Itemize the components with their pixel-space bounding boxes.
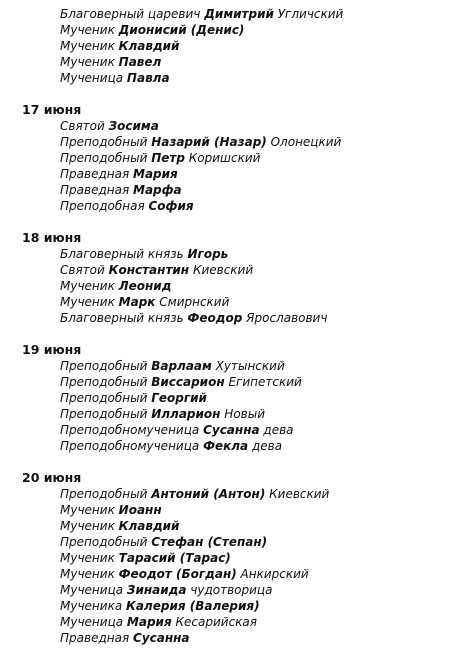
saint-title: Преподобный bbox=[60, 487, 148, 501]
saint-title: Мученик bbox=[60, 295, 115, 309]
saint-name: Виссарион bbox=[151, 375, 225, 389]
saint-entry bbox=[60, 54, 161, 70]
saint-title: Святой bbox=[60, 119, 105, 133]
saint-title: Преподобномученица bbox=[60, 439, 200, 453]
saint-title: Мученик bbox=[60, 503, 115, 517]
saint-title: Мученик bbox=[60, 551, 115, 565]
saint-title: Мученик bbox=[60, 23, 115, 37]
saint-name: Дионисий (Денис) bbox=[118, 23, 245, 37]
saint-name: Илларион bbox=[151, 407, 221, 421]
saint-suffix: Египетский bbox=[228, 375, 302, 389]
saint-entry bbox=[60, 70, 170, 86]
saint-suffix: Анкирский bbox=[240, 567, 309, 581]
saint-title: Праведная bbox=[60, 631, 130, 645]
saint-suffix: Смирнский bbox=[159, 295, 230, 309]
saint-name: Георгий bbox=[151, 391, 207, 405]
saint-title: Преподобный bbox=[60, 407, 148, 421]
saint-entry bbox=[60, 566, 309, 582]
saint-entry bbox=[60, 246, 228, 262]
saint-title: Благоверный князь bbox=[60, 247, 184, 261]
saint-name: Фекла bbox=[203, 439, 249, 453]
saint-name: Сусанна bbox=[133, 631, 190, 645]
saint-name: София bbox=[148, 199, 194, 213]
saint-name: Марк bbox=[118, 295, 156, 309]
saint-entry bbox=[60, 310, 327, 326]
saint-entry bbox=[60, 582, 272, 598]
saint-name: Димитрий bbox=[204, 7, 274, 21]
saint-entry bbox=[60, 38, 179, 54]
saint-entry bbox=[60, 150, 260, 166]
saint-name: Стефан (Степан) bbox=[151, 535, 268, 549]
date-heading: 20 июня bbox=[22, 470, 82, 485]
saint-title: Мученик bbox=[60, 279, 115, 293]
saint-entry bbox=[60, 22, 244, 38]
saint-entry bbox=[60, 630, 190, 646]
saint-entry bbox=[60, 518, 179, 534]
saint-entry bbox=[60, 534, 267, 550]
saint-entry bbox=[60, 390, 207, 406]
saint-entry bbox=[60, 6, 343, 22]
saint-title: Мученик bbox=[60, 519, 115, 533]
saint-name: Марфа bbox=[133, 183, 182, 197]
saint-name: Павла bbox=[126, 71, 170, 85]
date-heading: 17 июня bbox=[22, 102, 82, 117]
saint-suffix: Хутынский bbox=[215, 359, 285, 373]
saint-name: Константин bbox=[108, 263, 190, 277]
saint-title: Мученица bbox=[60, 71, 124, 85]
saint-name: Антоний (Антон) bbox=[151, 487, 266, 501]
saint-name: Феодот (Богдан) bbox=[118, 567, 237, 581]
saint-title: Мученик bbox=[60, 567, 115, 581]
saint-name: Павел bbox=[118, 55, 162, 69]
saint-title: Мученик bbox=[60, 55, 115, 69]
saint-title: Праведная bbox=[60, 167, 130, 181]
saint-name: Мария bbox=[126, 615, 172, 629]
saint-name: Калерия (Валерия) bbox=[126, 599, 260, 613]
date-heading: 19 июня bbox=[22, 342, 82, 357]
saint-title: Благоверный царевич bbox=[60, 7, 201, 21]
saint-entry bbox=[60, 118, 159, 134]
saint-title: Преподобный bbox=[60, 375, 148, 389]
date-heading: 18 июня bbox=[22, 230, 82, 245]
saint-entry bbox=[60, 406, 265, 422]
saint-name: Иоанн bbox=[118, 503, 162, 517]
saint-suffix: чудотворица bbox=[190, 583, 273, 597]
saint-name: Петр bbox=[151, 151, 185, 165]
saint-title: Святой bbox=[60, 263, 105, 277]
saint-suffix: Олонецкий bbox=[270, 135, 342, 149]
saint-entry bbox=[60, 422, 294, 438]
saint-title: Мученица bbox=[60, 615, 124, 629]
saint-name: Игорь bbox=[187, 247, 229, 261]
saint-entry bbox=[60, 166, 178, 182]
saint-name: Феодор bbox=[187, 311, 243, 325]
saint-entry bbox=[60, 614, 257, 630]
saint-entry bbox=[60, 134, 341, 150]
saint-entry bbox=[60, 262, 253, 278]
saint-title: Преподобный bbox=[60, 535, 148, 549]
saint-name: Тарасий (Тарас) bbox=[118, 551, 231, 565]
saint-entry bbox=[60, 278, 171, 294]
saint-entry bbox=[60, 182, 182, 198]
saint-suffix: Угличский bbox=[277, 7, 344, 21]
saint-suffix: дева bbox=[263, 423, 294, 437]
saint-title: Преподобный bbox=[60, 151, 148, 165]
saint-title: Преподобномученица bbox=[60, 423, 200, 437]
saint-name: Варлаам bbox=[151, 359, 212, 373]
saint-title: Мученик bbox=[60, 39, 115, 53]
saint-suffix: Киевский bbox=[269, 487, 330, 501]
saint-entry bbox=[60, 198, 194, 214]
saint-entry bbox=[60, 502, 162, 518]
saint-name: Сусанна bbox=[203, 423, 260, 437]
saint-entry bbox=[60, 438, 282, 454]
saint-name: Назарий (Назар) bbox=[151, 135, 267, 149]
saint-name: Мария bbox=[133, 167, 178, 181]
saint-title: Преподобная bbox=[60, 199, 145, 213]
saint-title: Праведная bbox=[60, 183, 130, 197]
saint-entry bbox=[60, 550, 231, 566]
saint-title: Преподобный bbox=[60, 359, 148, 373]
saint-suffix: Ярославович bbox=[246, 311, 328, 325]
saint-suffix: Кесарийская bbox=[175, 615, 257, 629]
saint-entry bbox=[60, 486, 329, 502]
saint-suffix: Киевский bbox=[192, 263, 254, 277]
saint-title: Мученика bbox=[60, 599, 123, 613]
saint-name: Зосима bbox=[108, 119, 159, 133]
saint-title: Мученица bbox=[60, 583, 124, 597]
saint-name: Клавдий bbox=[118, 39, 180, 53]
saint-entry bbox=[60, 598, 260, 614]
saint-entry bbox=[60, 294, 229, 310]
saint-title: Благоверный князь bbox=[60, 311, 184, 325]
saint-name: Леонид bbox=[118, 279, 172, 293]
saint-entry bbox=[60, 358, 285, 374]
saint-name: Зинаида bbox=[126, 583, 187, 597]
saint-suffix: Новый bbox=[224, 407, 266, 421]
saint-title: Преподобный bbox=[60, 391, 148, 405]
saint-suffix: Коришский bbox=[188, 151, 261, 165]
saint-entry bbox=[60, 374, 302, 390]
saint-name: Клавдий bbox=[118, 519, 180, 533]
saint-title: Преподобный bbox=[60, 135, 148, 149]
saint-suffix: дева bbox=[251, 439, 283, 453]
